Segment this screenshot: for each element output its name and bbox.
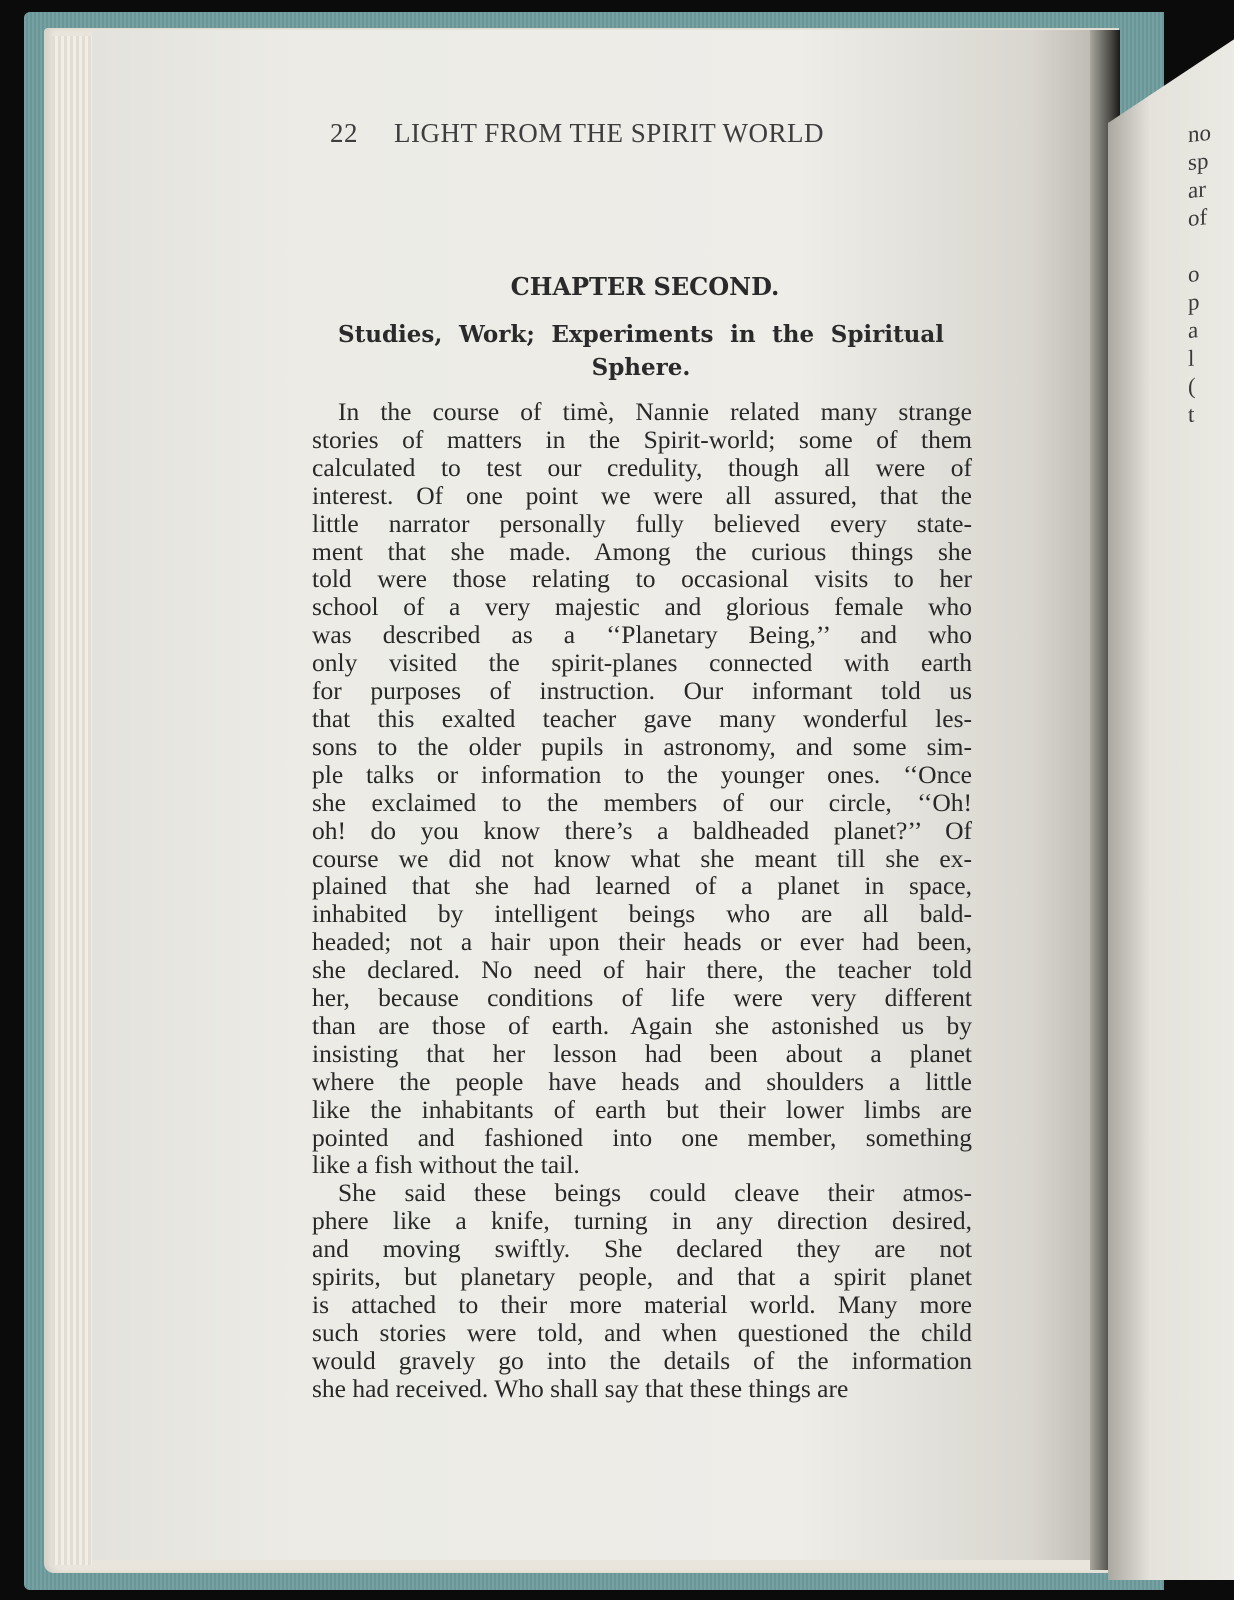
text-line: she exclaimed to the members of our circle, ‘‘Oh! xyxy=(312,787,972,817)
facing-text-fragment: no xyxy=(1188,119,1211,148)
facing-text-fragment: t xyxy=(1188,401,1195,428)
text-line: like the inhabitants of earth but their lower limbs are xyxy=(312,1094,972,1124)
text-line: is attached to their more material world. Many more xyxy=(312,1290,972,1319)
text-line: She said these beings could cleave their atmos- xyxy=(338,1178,972,1208)
facing-text-fragment: a xyxy=(1188,317,1199,344)
text-line: for purposes of instruction. Our informant told us xyxy=(312,676,972,706)
chapter-subtitle xyxy=(338,318,944,384)
text-line: she had received. Who shall say that these things are xyxy=(312,1373,849,1403)
text-line: interest. Of one point we were all assured, that the xyxy=(312,480,972,510)
text-line: like a fish without the tail. xyxy=(312,1150,580,1180)
text-line: told were those relating to occasional visits to her xyxy=(312,564,972,594)
page-number: 22 xyxy=(330,118,358,148)
text-line: ment that she made. Among the curious things she xyxy=(312,536,972,566)
text-line: calculated to test our credulity, though all were of xyxy=(312,452,972,482)
text-line: her, because conditions of life were very different xyxy=(312,983,972,1013)
text-line: only visited the spirit-planes connected with earth xyxy=(312,648,972,678)
text-line: that this exalted teacher gave many wonderful les- xyxy=(312,703,972,733)
text-line: insisting that her lesson had been about a planet xyxy=(312,1038,972,1068)
facing-page-text xyxy=(1188,115,1234,429)
text-line: than are those of earth. Again she astonished us by xyxy=(312,1010,972,1040)
text-line: course we did not know what she meant till she ex- xyxy=(312,843,972,873)
text-line: she declared. No need of hair there, the teacher told xyxy=(312,955,972,985)
running-head xyxy=(330,118,920,149)
text-line: oh! do you know there’s a baldheaded planet?’’ Of xyxy=(312,815,972,845)
book-title: LIGHT FROM THE SPIRIT WORLD xyxy=(394,118,825,148)
facing-text-fragment: p xyxy=(1188,288,1200,316)
text-line: In the course of timè, Nannie related many strange xyxy=(338,397,972,426)
text-line: ple talks or information to the younger ones. ‘‘Once xyxy=(312,759,972,789)
text-line: such stories were told, and when questioned the child xyxy=(312,1317,972,1347)
chapter-title: CHAPTER SECOND. xyxy=(510,272,780,301)
text-line: plained that she had learned of a planet in space, xyxy=(312,871,972,901)
text-line: was described as a ‘‘Planetary Being,’’ and who xyxy=(312,620,972,650)
chapter-subtitle-line: Sphere. xyxy=(591,354,691,381)
facing-text-fragment: ( xyxy=(1188,373,1196,400)
text-line: sons to the older pupils in astronomy, and some sim- xyxy=(312,731,972,761)
text-line: would gravely go into the details of the information xyxy=(312,1345,972,1375)
facing-text-fragment: sp xyxy=(1188,148,1209,176)
chapter-subtitle-line: Studies, Work; Experiments in the Spiritual xyxy=(338,321,944,348)
text-line: school of a very majestic and glorious female who xyxy=(312,592,972,622)
text-line: phere like a knife, turning in any direction desired, xyxy=(312,1206,972,1236)
text-line: spirits, but planetary people, and that a spirit planet xyxy=(312,1262,972,1292)
text-line: inhabited by intelligent beings who are all bald- xyxy=(312,899,972,929)
text-line: where the people have heads and shoulders a little xyxy=(312,1066,972,1096)
text-line: pointed and fashioned into one member, something xyxy=(312,1122,972,1152)
facing-text-fragment: o xyxy=(1188,260,1200,288)
text-line: little narrator personally fully believed every state- xyxy=(312,508,972,538)
text-line: and moving swiftly. She declared they are not xyxy=(312,1234,972,1264)
body-text xyxy=(312,398,972,1403)
text-line: headed; not a hair upon their heads or ever had been, xyxy=(312,927,972,957)
facing-text-fragment: of xyxy=(1188,204,1208,232)
facing-text-fragment: ar xyxy=(1188,176,1206,204)
facing-text-fragment: l xyxy=(1188,345,1195,372)
text-line: stories of matters in the Spirit-world; some of them xyxy=(312,424,972,454)
